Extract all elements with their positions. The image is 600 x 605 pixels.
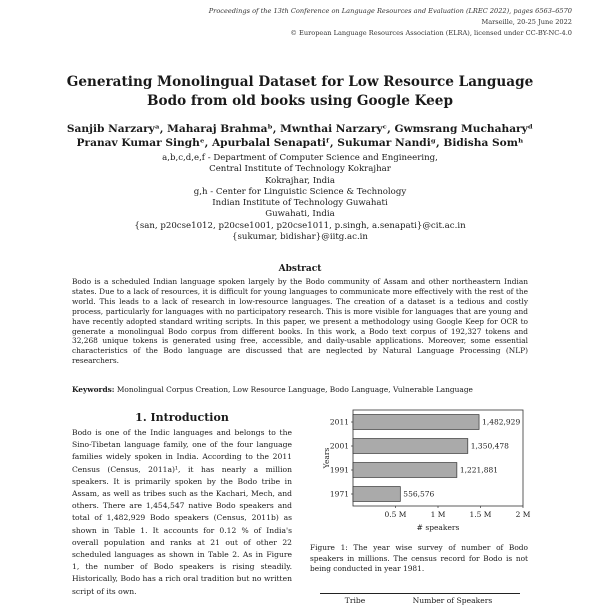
abstract-heading: Abstract bbox=[278, 264, 322, 274]
affiliation-email: {san, p20cse1012, p20cse1001, p20cse1011, p.singh, a.senapati}@cit.ac.in bbox=[134, 220, 466, 231]
x-tick-label: 2 M bbox=[515, 510, 531, 519]
title-line-2: Bodo from old books using Google Keep bbox=[147, 93, 453, 109]
bar bbox=[353, 415, 479, 430]
table-col-tribe: Tribe bbox=[344, 596, 366, 605]
affiliations bbox=[70, 153, 530, 243]
bar bbox=[353, 487, 400, 502]
authors-line-2: Pranav Kumar Singhᵉ, Apurbalal Senapatiᶠ, Sukumar Nandiᵍ, Bidisha Somʰ bbox=[76, 137, 524, 149]
proceedings-header bbox=[209, 6, 572, 39]
table-col-speakers: Number of Speakers bbox=[412, 596, 493, 605]
title-line-1: Generating Monolingual Dataset for Low Resource Language bbox=[66, 74, 534, 90]
proceedings-line-2: Marseille, 20-25 June 2022 bbox=[481, 18, 572, 26]
x-tick-label: 1 M bbox=[430, 510, 446, 519]
paper-title bbox=[40, 73, 560, 111]
abstract-text: Bodo is a scheduled Indian language spoken largely by the Bodo community of Assam and other northeastern Indian states. Due to a lack of resources, it is difficult for young languages to communicate more effectively with the rest of the world. This leads to a lack of research in low-resource languages. The creation of a dataset is a tedious and costly process, particularly for languages with no participatory research. This is more visible for languages that are young and have recently adopted standard writing scripts. In this paper, we present a methodology using Google Keep for OCR to generate a monolingual Bodo corpus from different books. In this work, a Bodo text corpus of 192,327 tokens and 32,268 unique tokens is generated using free, accessible, and daily-usable applications. Moreover, some essential characteristics of the Bodo language are discussed that are neglected by Natural Language Processing (NLP) researchers. bbox=[72, 277, 528, 366]
introduction-heading: 1. Introduction bbox=[135, 411, 229, 424]
speakers-bar-chart bbox=[308, 408, 531, 538]
y-tick-label: 2001 bbox=[329, 441, 349, 451]
y-tick-label: 1971 bbox=[329, 489, 349, 499]
x-tick-label: 1.5 M bbox=[469, 510, 492, 519]
x-axis-label: # speakers bbox=[416, 523, 460, 532]
authors-line-1: Sanjib Narzaryᵃ, Maharaj Brahmaᵇ, Mwnthai Narzaryᶜ, Gwmsrang Muchaharyᵈ bbox=[66, 123, 534, 135]
affiliation-email: {sukumar, bidishar}@iitg.ac.in bbox=[232, 232, 368, 243]
affiliation-line: Kokrajhar, India bbox=[264, 175, 336, 186]
keywords-label: Keywords: bbox=[72, 385, 115, 394]
figure-caption: Figure 1: The year wise survey of number of Bodo speakers in millions. The census record for Bodo is not being conducted in year 1981. bbox=[310, 543, 528, 574]
bar bbox=[353, 439, 468, 454]
proceedings-line-3: © European Language Resources Association (ELRA), licensed under CC-BY-NC-4.0 bbox=[290, 29, 572, 37]
proceedings-line-1: Proceedings of the 13th Conference on Language Resources and Evaluation (LREC 2022), pages 6563–6570 bbox=[208, 7, 572, 15]
author-list bbox=[30, 122, 570, 150]
affiliation-line: Central Institute of Technology Kokrajhar bbox=[209, 164, 391, 175]
keywords-text: Monolingual Corpus Creation, Low Resource Language, Bodo Language, Vulnerable Language bbox=[114, 385, 473, 394]
affiliation-line: a,b,c,d,e,f - Department of Computer Science and Engineering, bbox=[162, 153, 438, 163]
affiliation-line: g,h - Center for Linguistic Science & Technology bbox=[193, 186, 407, 197]
y-axis-label: Years bbox=[322, 447, 331, 469]
keywords bbox=[72, 385, 528, 395]
bar-value-label: 556,576 bbox=[403, 489, 435, 499]
affiliation-line: Indian Institute of Technology Guwahati bbox=[212, 198, 388, 209]
table-1-header bbox=[320, 593, 520, 605]
y-tick-label: 2011 bbox=[329, 417, 349, 427]
x-tick-label: 0.5 M bbox=[384, 510, 407, 519]
bar-value-label: 1,350,478 bbox=[470, 441, 509, 451]
bar-value-label: 1,482,929 bbox=[482, 417, 521, 427]
bar-value-label: 1,221,881 bbox=[459, 465, 499, 475]
table-top-rule bbox=[320, 593, 520, 594]
y-tick-label: 1991 bbox=[329, 465, 349, 475]
bar bbox=[353, 463, 457, 478]
introduction-text: Bodo is one of the Indic languages and belongs to the Sino-Tibetan language family, one of the four language families widely spoken in India. According to the 2011 Census (Census, 2011a)¹, it has nearly a million speakers. It is primarily spoken by the Bodo tribe in Assam, as well as tribes such as the Kachari, Mech, and others. There are 1,454,547 native Bodo speakers and total of 1,482,929 Bodo speakers (Census, 2011b) as shown in Table 1. It accounts for 0.12 % of India's overall population and ranks at 21 out of other 22 scheduled languages as shown in Table 2. As in Figure 1, the number of Bodo speakers is rising steadily. Historically, Bodo has a rich oral tradition but no written script of its own. bbox=[72, 428, 292, 596]
affiliation-line: Guwahati, India bbox=[265, 209, 335, 220]
